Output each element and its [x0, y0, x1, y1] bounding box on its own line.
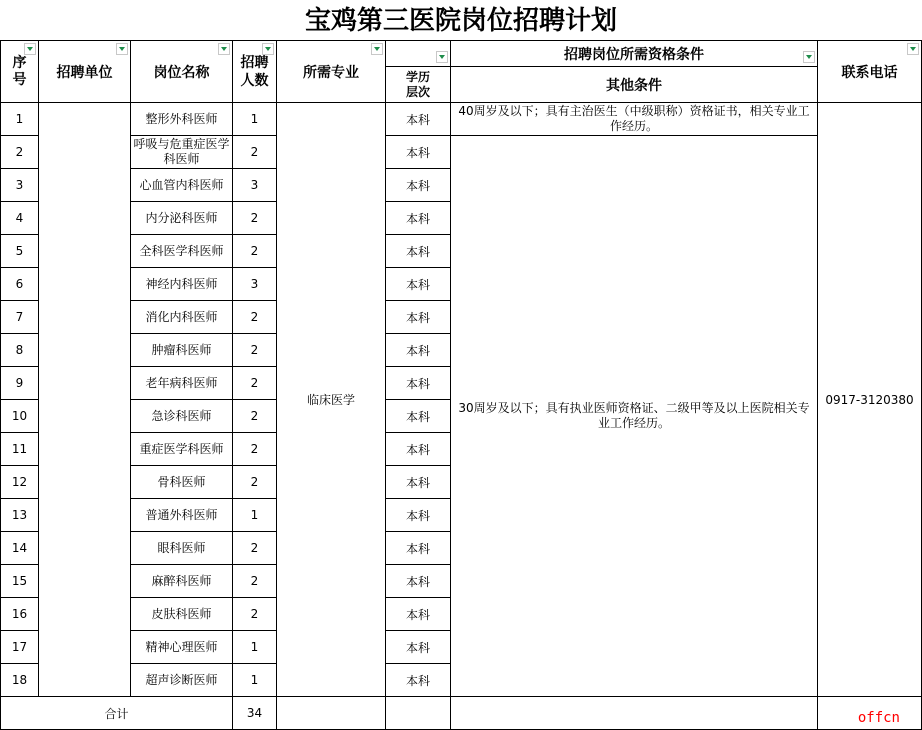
cell-empty[interactable] [451, 697, 818, 730]
cell-education[interactable]: 本科 [386, 235, 451, 268]
cell-seq[interactable]: 3 [1, 169, 39, 202]
cell-seq[interactable]: 4 [1, 202, 39, 235]
cell-count[interactable]: 2 [233, 136, 277, 169]
cell-seq[interactable]: 5 [1, 235, 39, 268]
header-unit: 招聘单位 [39, 41, 131, 103]
cell-seq[interactable]: 11 [1, 433, 39, 466]
cell-other-conditions[interactable]: 30周岁及以下；具有执业医师资格证、二级甲等及以上医院相关专业工作经历。 [451, 136, 818, 697]
cell-position[interactable]: 心血管内科医师 [131, 169, 233, 202]
cell-education[interactable]: 本科 [386, 598, 451, 631]
table-row [1, 136, 922, 169]
cell-seq[interactable]: 8 [1, 334, 39, 367]
header-phone: 联系电话 [818, 41, 922, 103]
cell-education[interactable]: 本科 [386, 169, 451, 202]
cell-education[interactable]: 本科 [386, 433, 451, 466]
cell-position[interactable]: 普通外科医师 [131, 499, 233, 532]
cell-seq[interactable]: 12 [1, 466, 39, 499]
cell-position[interactable]: 肿瘤科医师 [131, 334, 233, 367]
cell-position[interactable]: 呼吸与危重症医学科医师 [131, 136, 233, 169]
cell-education[interactable]: 本科 [386, 268, 451, 301]
filter-dropdown-icon[interactable] [24, 43, 36, 55]
total-row [1, 697, 922, 730]
cell-seq[interactable]: 14 [1, 532, 39, 565]
cell-count[interactable]: 2 [233, 598, 277, 631]
cell-education[interactable]: 本科 [386, 367, 451, 400]
cell-position[interactable]: 全科医学科医师 [131, 235, 233, 268]
cell-seq[interactable]: 10 [1, 400, 39, 433]
header-position: 岗位名称 [131, 41, 233, 103]
header-other: 其他条件 [451, 67, 818, 103]
cell-education[interactable]: 本科 [386, 400, 451, 433]
page-title: 宝鸡第三医院岗位招聘计划 [304, 6, 617, 36]
cell-position[interactable]: 皮肤科医师 [131, 598, 233, 631]
filter-dropdown-icon[interactable] [371, 43, 383, 55]
cell-position[interactable]: 重症医学科医师 [131, 433, 233, 466]
cell-education[interactable]: 本科 [386, 103, 451, 136]
cell-seq[interactable]: 9 [1, 367, 39, 400]
cell-position[interactable]: 麻醉科医师 [131, 565, 233, 598]
cell-position[interactable]: 消化内科医师 [131, 301, 233, 334]
cell-education[interactable]: 本科 [386, 334, 451, 367]
filter-dropdown-icon[interactable] [218, 43, 230, 55]
cell-count[interactable]: 2 [233, 565, 277, 598]
cell-education[interactable]: 本科 [386, 202, 451, 235]
cell-position[interactable]: 精神心理医师 [131, 631, 233, 664]
cell-count[interactable]: 2 [233, 433, 277, 466]
cell-count[interactable]: 2 [233, 301, 277, 334]
cell-count[interactable]: 3 [233, 268, 277, 301]
cell-empty[interactable] [386, 697, 451, 730]
cell-count[interactable]: 2 [233, 334, 277, 367]
offcn-watermark: offcn [857, 710, 900, 726]
cell-education[interactable]: 本科 [386, 499, 451, 532]
cell-count[interactable]: 2 [233, 235, 277, 268]
cell-position[interactable]: 神经内科医师 [131, 268, 233, 301]
cell-phone[interactable]: 0917-3120380 [818, 103, 922, 697]
cell-education[interactable]: 本科 [386, 301, 451, 334]
cell-count[interactable]: 2 [233, 202, 277, 235]
cell-position[interactable]: 超声诊断医师 [131, 664, 233, 697]
cell-position[interactable]: 骨科医师 [131, 466, 233, 499]
filter-dropdown-icon[interactable] [116, 43, 128, 55]
cell-education[interactable]: 本科 [386, 565, 451, 598]
cell-position[interactable]: 眼科医师 [131, 532, 233, 565]
cell-education[interactable]: 本科 [386, 664, 451, 697]
cell-education[interactable]: 本科 [386, 532, 451, 565]
recruitment-table [0, 40, 922, 730]
cell-position[interactable]: 急诊科医师 [131, 400, 233, 433]
cell-seq[interactable]: 18 [1, 664, 39, 697]
cell-seq[interactable]: 16 [1, 598, 39, 631]
cell-count[interactable]: 2 [233, 466, 277, 499]
cell-position[interactable]: 老年病科医师 [131, 367, 233, 400]
cell-count[interactable]: 3 [233, 169, 277, 202]
total-label[interactable]: 合计 [1, 697, 233, 730]
cell-position[interactable]: 整形外科医师 [131, 103, 233, 136]
filter-dropdown-icon[interactable] [907, 43, 919, 55]
cell-count[interactable]: 1 [233, 103, 277, 136]
header-education: 学历层次 [386, 67, 451, 103]
header-major: 所需专业 [277, 41, 386, 103]
cell-seq[interactable]: 1 [1, 103, 39, 136]
total-count[interactable]: 34 [233, 697, 277, 730]
cell-education[interactable]: 本科 [386, 466, 451, 499]
cell-position[interactable]: 内分泌科医师 [131, 202, 233, 235]
cell-seq[interactable]: 13 [1, 499, 39, 532]
cell-education[interactable]: 本科 [386, 631, 451, 664]
filter-dropdown-icon[interactable] [436, 51, 448, 63]
cell-count[interactable]: 1 [233, 499, 277, 532]
cell-seq[interactable]: 6 [1, 268, 39, 301]
cell-count[interactable]: 2 [233, 532, 277, 565]
cell-other-conditions[interactable]: 40周岁及以下；具有主治医生（中级职称）资格证书，相关专业工作经历。 [451, 103, 818, 136]
header-blank [386, 41, 451, 67]
cell-major[interactable]: 临床医学 [277, 103, 386, 697]
cell-seq[interactable]: 7 [1, 301, 39, 334]
cell-seq[interactable]: 2 [1, 136, 39, 169]
cell-count[interactable]: 1 [233, 631, 277, 664]
header-qualifications: 招聘岗位所需资格条件 [451, 41, 818, 67]
header-seq: 序号 [1, 41, 39, 103]
cell-count[interactable]: 2 [233, 367, 277, 400]
filter-dropdown-icon[interactable] [262, 43, 274, 55]
table-row [1, 103, 922, 136]
cell-count[interactable]: 2 [233, 400, 277, 433]
cell-seq[interactable]: 17 [1, 631, 39, 664]
cell-education[interactable]: 本科 [386, 136, 451, 169]
cell-unit[interactable] [39, 103, 131, 697]
cell-seq[interactable]: 15 [1, 565, 39, 598]
header-count: 招聘人数 [233, 41, 277, 103]
cell-count[interactable]: 1 [233, 664, 277, 697]
cell-empty[interactable] [277, 697, 386, 730]
filter-dropdown-icon[interactable] [803, 51, 815, 63]
